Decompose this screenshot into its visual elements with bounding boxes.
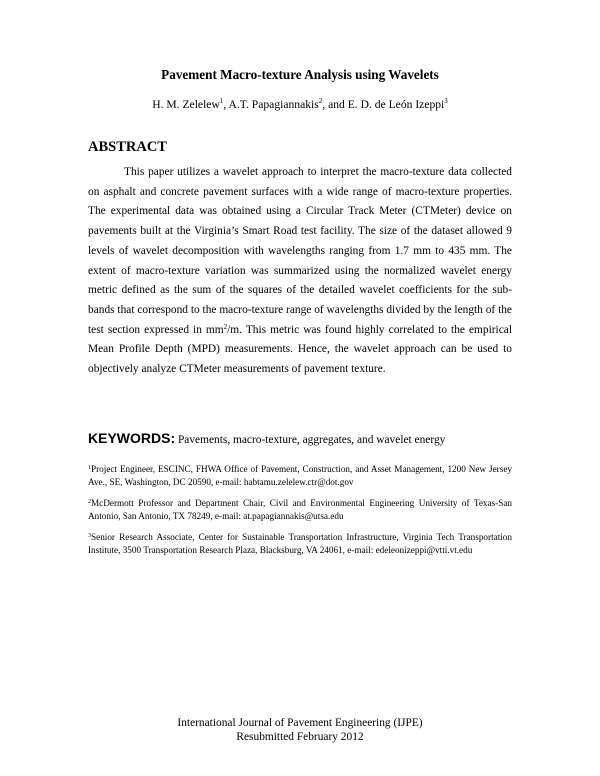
footnote-number: 3 (88, 533, 91, 539)
author-affiliation-marker: 1 (219, 97, 224, 105)
paper-title: Pavement Macro-texture Analysis using Wavelets (161, 67, 439, 82)
footnote (88, 497, 512, 523)
footnote (88, 463, 512, 489)
abstract-body (88, 163, 512, 380)
footnote-text: McDermott Professor and Department Chair, Civil and Environmental Engineering University of Texas-San Antonio, San Antonio, TX 78249, e-mail: at.papagiannakis@utsa.edu (88, 498, 512, 521)
footer-date: Resubmitted February 2012 (236, 731, 364, 743)
author-list (0, 97, 600, 111)
keywords-label: KEYWORDS: (88, 430, 176, 446)
abstract-text: /m. This metric was found highly correlated to the empirical Mean Profile Depth (MPD) measurements. Hence, the wavelet approach can be used to objectively analyze CTMeter measurements of pavement texture. (88, 323, 512, 376)
author-separator: , and (322, 98, 348, 111)
author-affiliation-marker: 2 (318, 97, 323, 105)
abstract-heading: ABSTRACT (88, 139, 167, 155)
author-name: E. D. de León Izeppi (347, 98, 445, 111)
abstract-text: This paper utilizes a wavelet approach to interpret the macro-texture data collected on asphalt and concrete pavement surfaces with a wide range of macro-texture properties. The experimental data was obtained using a Circular Track Meter (CTMeter) device on pavements built at the Virginia’s Smart Road test facility. The size of the dataset allowed 9 levels of wavelet decomposition with wavelengths ranging from 1.7 mm to 435 mm. The extent of macro-texture variation was summarized using the normalized wavelet energy metric defined as the sum of the squares of the detailed wavelet coefficients for the sub-bands that correspond to the macro-texture range of wavelengths divided by the length of the test section expressed in mm (88, 166, 512, 336)
abstract-superscript: 2 (223, 322, 228, 331)
page-footer (0, 716, 600, 744)
author-name: A.T. Papagiannakis (228, 98, 319, 111)
footnote-number: 2 (88, 499, 91, 505)
keywords-text: Pavements, macro-texture, aggregates, and wavelet energy (175, 434, 446, 446)
keywords-line (88, 430, 528, 446)
footer-journal: International Journal of Pavement Engineering (IJPE) (177, 717, 423, 729)
author-name: H. M. Zelelew (152, 98, 220, 111)
footnote-number: 1 (88, 465, 91, 471)
footnote-text: Project Engineer, ESCINC, FHWA Office of Pavement, Construction, and Asset Management, 1200 New Jersey Ave., SE, Washington, DC 20590, e-mail: habtamu.zelelew.ctr@dot.gov (88, 464, 512, 487)
footnote (88, 531, 512, 557)
author-separator: , (223, 98, 229, 111)
author-affiliation-marker: 3 (444, 97, 448, 105)
footnote-text: Senior Research Associate, Center for Sustainable Transportation Infrastructure, Virginia Tech Transportation Institute, 3500 Transportation Research Plaza, Blacksburg, VA 24061, e-mail: edeleonizeppi@vtti.vt.edu (88, 532, 512, 555)
